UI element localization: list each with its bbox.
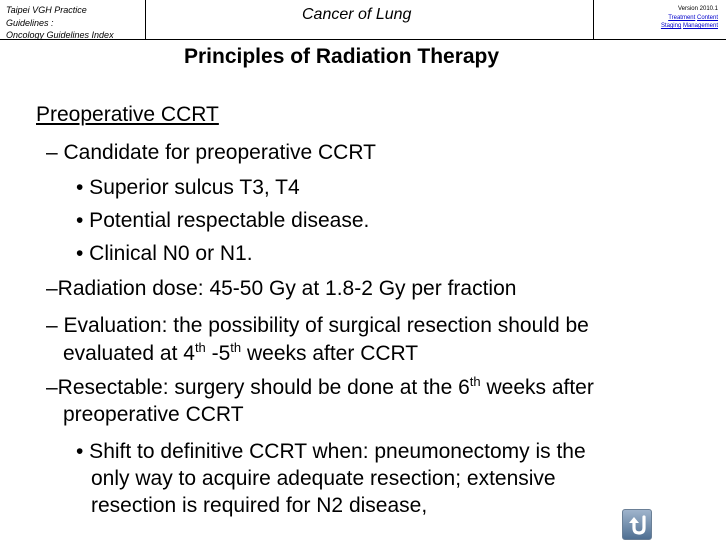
evaluation-line: – Evaluation: the possibility of surgical resection should be [46, 314, 589, 337]
header-document-title: Cancer of Lung [302, 6, 412, 23]
resectable-line-cont: preoperative CCRT [63, 403, 244, 426]
header-line: Guidelines : [6, 17, 54, 28]
bullet-item: • Clinical N0 or N1. [76, 242, 253, 265]
version-label: Version 2010.1 [677, 6, 718, 12]
page-title: Principles of Radiation Therapy [184, 45, 500, 68]
nav-link-staging[interactable]: Staging [660, 23, 682, 29]
header-divider [145, 0, 146, 40]
bullet-item: • Superior sulcus T3, T4 [76, 176, 300, 199]
nav-link-treatment[interactable]: Treatment [668, 14, 696, 21]
nav-link-content[interactable]: Content [696, 14, 718, 21]
header-line: Taipei VGH Practice [6, 5, 87, 15]
bullet-item: • Shift to definitive CCRT when: pneumonectomy is the [76, 440, 586, 463]
bullet-item-cont: only way to acquire adequate resection; extensive [91, 467, 556, 490]
header-guideline-label [6, 4, 114, 42]
bullet-item-cont: resection is required for N2 disease, [91, 494, 428, 517]
bullet-item: • Potential respectable disease. [76, 209, 370, 232]
header-divider [593, 0, 594, 40]
oncology-index-link[interactable]: Oncology Guidelines Index [6, 30, 114, 40]
section-heading: Preoperative CCRT [36, 103, 219, 126]
u-turn-arrow-icon [625, 512, 651, 538]
evaluation-line-cont: evaluated at 4th -5th weeks after CCRT [63, 340, 419, 365]
dose-line: –Radiation dose: 45-50 Gy at 1.8-2 Gy per fraction [46, 277, 517, 300]
candidate-line: – Candidate for preoperative CCRT [46, 141, 376, 164]
header-nav [661, 5, 718, 31]
header-rule [0, 39, 726, 40]
nav-link-management[interactable]: Management [682, 23, 718, 29]
return-button[interactable] [622, 509, 652, 540]
resectable-line: –Resectable: surgery should be done at the 6th weeks after [46, 374, 594, 399]
